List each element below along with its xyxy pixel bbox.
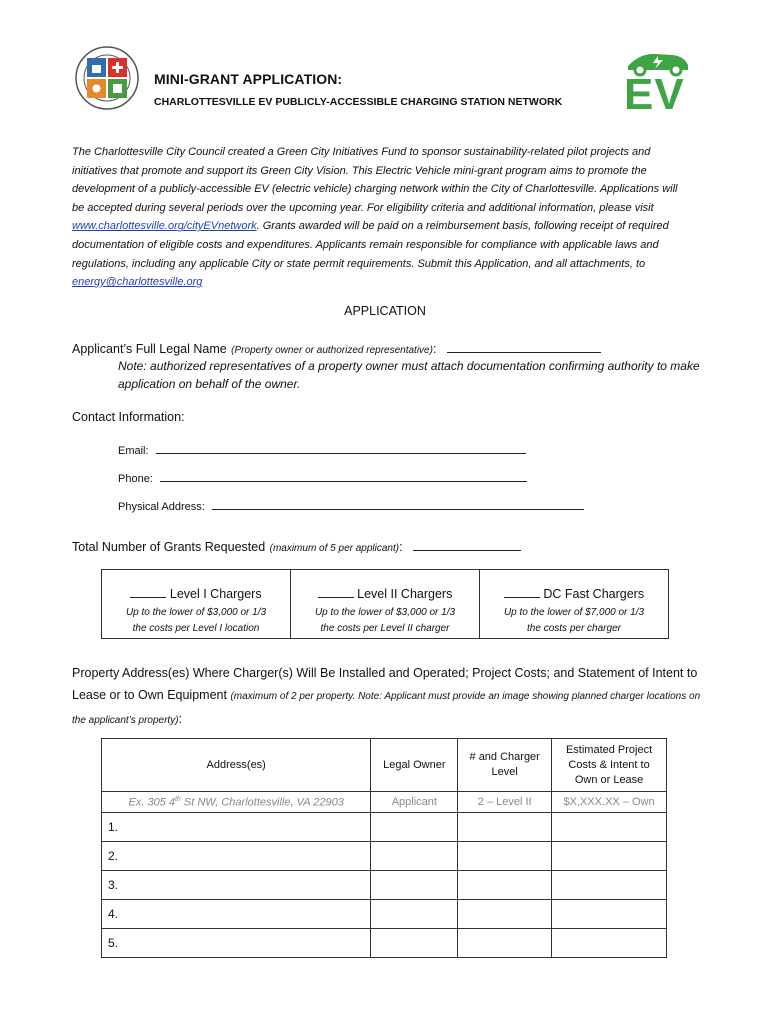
applicant-name-hint: (Property owner or authorized representative) xyxy=(231,345,433,356)
application-heading: APPLICATION xyxy=(344,304,426,318)
charger-types-table xyxy=(101,569,669,639)
table-row xyxy=(102,900,667,929)
dcfast-count-field[interactable] xyxy=(504,586,540,598)
col-estimated-costs: Estimated Project Costs & Intent to Own or Lease xyxy=(552,739,667,792)
row-owner-cell[interactable] xyxy=(371,842,458,871)
row-level-cell[interactable] xyxy=(458,842,552,871)
row-cost-cell[interactable] xyxy=(552,871,667,900)
authorization-note: Note: authorized representatives of a property owner must attach documentation confirming authority to make application on behalf of the owner. xyxy=(118,359,700,391)
address-row xyxy=(118,497,584,513)
row-level-cell[interactable] xyxy=(458,900,552,929)
row-address-cell[interactable]: 2. xyxy=(102,842,371,871)
example-row xyxy=(102,792,667,813)
row-owner-cell[interactable] xyxy=(371,900,458,929)
col-address: Address(es) xyxy=(102,739,371,792)
table-row xyxy=(102,813,667,842)
applicant-name-row: Applicant’s Full Legal Name (Property owner or authorized representative): xyxy=(72,340,601,358)
page-title: MINI-GRANT APPLICATION: xyxy=(154,71,343,87)
row-owner-cell[interactable] xyxy=(371,813,458,842)
applicant-name-label: Applicant’s Full Legal Name xyxy=(72,342,227,356)
program-website-link[interactable]: www.charlottesville.org/cityEVnetwork xyxy=(72,220,257,233)
grants-requested-field[interactable] xyxy=(413,538,521,551)
page-subtitle: CHARLOTTESVILLE EV PUBLICLY-ACCESSIBLE CHARGING STATION NETWORK xyxy=(154,96,563,108)
row-level-cell[interactable] xyxy=(458,871,552,900)
table-row xyxy=(102,929,667,958)
dcfast-label: DC Fast Chargers xyxy=(543,587,645,601)
row-cost-cell[interactable] xyxy=(552,842,667,871)
grants-requested-label: Total Number of Grants Requested xyxy=(72,540,266,554)
row-level-cell[interactable] xyxy=(458,813,552,842)
email-row xyxy=(118,441,526,457)
row-cost-cell[interactable] xyxy=(552,929,667,958)
level2-desc-1: Up to the lower of $3,000 or 1/3 xyxy=(314,607,456,618)
row-level-cell[interactable] xyxy=(458,929,552,958)
row-owner-cell[interactable] xyxy=(371,929,458,958)
row-cost-cell[interactable] xyxy=(552,813,667,842)
dcfast-desc-1: Up to the lower of $7,000 or 1/3 xyxy=(503,607,645,618)
row-cost-cell[interactable] xyxy=(552,900,667,929)
phone-label: Phone: xyxy=(118,473,153,485)
phone-row xyxy=(118,469,527,485)
intro-text-2: . Grants awarded will be paid on a reimbursement basis, following receipt of required documentation of eligible costs and expenditures. Applicants remain responsible for compliance with applicable laws and regulations, including any applicable City or state permit requirements. Submit this Application, and all attachments, to xyxy=(72,220,669,270)
example-address: Ex. 305 4th St NW, Charlottesville, VA 22903 xyxy=(102,792,371,813)
property-heading-block: Property Address(es) Where Charger(s) Will Be Installed and Operated; Project Costs; and Statement of Intent to Lease or to Own Equipment (maximum of 2 per property. Note: Applicant must provide an image showing planned charger locations on the applicant’s property): xyxy=(72,666,701,726)
level2-count-field[interactable] xyxy=(318,586,354,598)
city-seal-logo xyxy=(74,45,140,111)
phone-field[interactable] xyxy=(160,469,527,482)
level1-label: Level I Chargers xyxy=(169,587,262,601)
property-heading: Property Address(es) Where Charger(s) Will Be Installed and Operated; Project Costs; and Statement of Intent to Lease or to Own Equipment xyxy=(72,666,698,702)
row-owner-cell[interactable] xyxy=(371,871,458,900)
contact-heading: Contact Information: xyxy=(72,410,185,424)
row-address-cell[interactable]: 3. xyxy=(102,871,371,900)
physical-address-label: Physical Address: xyxy=(118,501,205,513)
dcfast-desc-2: the costs per charger xyxy=(527,623,621,634)
col-charger-level: # and Charger Level xyxy=(458,739,552,792)
level1-desc-2: the costs per Level I location xyxy=(132,623,260,634)
row-address-cell[interactable]: 1. xyxy=(102,813,371,842)
level1-cell xyxy=(102,570,291,638)
ev-logo xyxy=(622,50,694,118)
email-field[interactable] xyxy=(156,441,526,454)
level1-count-field[interactable] xyxy=(130,586,166,598)
submission-email-link[interactable]: energy@charlottesville.org xyxy=(72,276,203,289)
intro-text-1: The Charlottesville City Council created a Green City Initiatives Fund to sponsor sustainability-related pilot projects and initiatives that promote and support its Green City Vision. This Electric Vehicle mini-grant program aims to promote the development of a publicly-accessible EV (electric vehicle) charging network within the City of Charlottesville. Applications will be accepted during several periods over the upcoming year. For eligibility criteria and additional information, please visit xyxy=(72,146,678,214)
table-row xyxy=(102,871,667,900)
applicant-name-field[interactable] xyxy=(447,340,601,353)
level1-desc-1: Up to the lower of $3,000 or 1/3 xyxy=(125,607,267,618)
intro-paragraph xyxy=(72,143,692,292)
table-row xyxy=(102,842,667,871)
property-hint: (maximum of 2 per property. Note: Applicant must provide an image showing planned charger locations on the applicant’s property) xyxy=(72,691,701,726)
property-table xyxy=(101,738,667,958)
ev-logo-text: EV xyxy=(624,70,685,119)
email-label: Email: xyxy=(118,445,149,457)
property-table-header xyxy=(102,739,667,792)
row-address-cell[interactable]: 5. xyxy=(102,929,371,958)
example-level: 2 – Level II xyxy=(458,792,552,813)
col-legal-owner: Legal Owner xyxy=(371,739,458,792)
grants-requested-hint: (maximum of 5 per applicant) xyxy=(269,543,400,554)
grants-requested-row: Total Number of Grants Requested (maximum of 5 per applicant): xyxy=(72,538,521,556)
dcfast-cell xyxy=(480,570,668,638)
row-address-cell[interactable]: 4. xyxy=(102,900,371,929)
level2-cell xyxy=(291,570,480,638)
physical-address-field[interactable] xyxy=(212,497,584,510)
level2-label: Level II Chargers xyxy=(357,587,453,601)
example-owner: Applicant xyxy=(371,792,458,813)
level2-desc-2: the costs per Level II charger xyxy=(320,623,450,634)
example-cost: $X,XXX.XX – Own xyxy=(552,792,667,813)
